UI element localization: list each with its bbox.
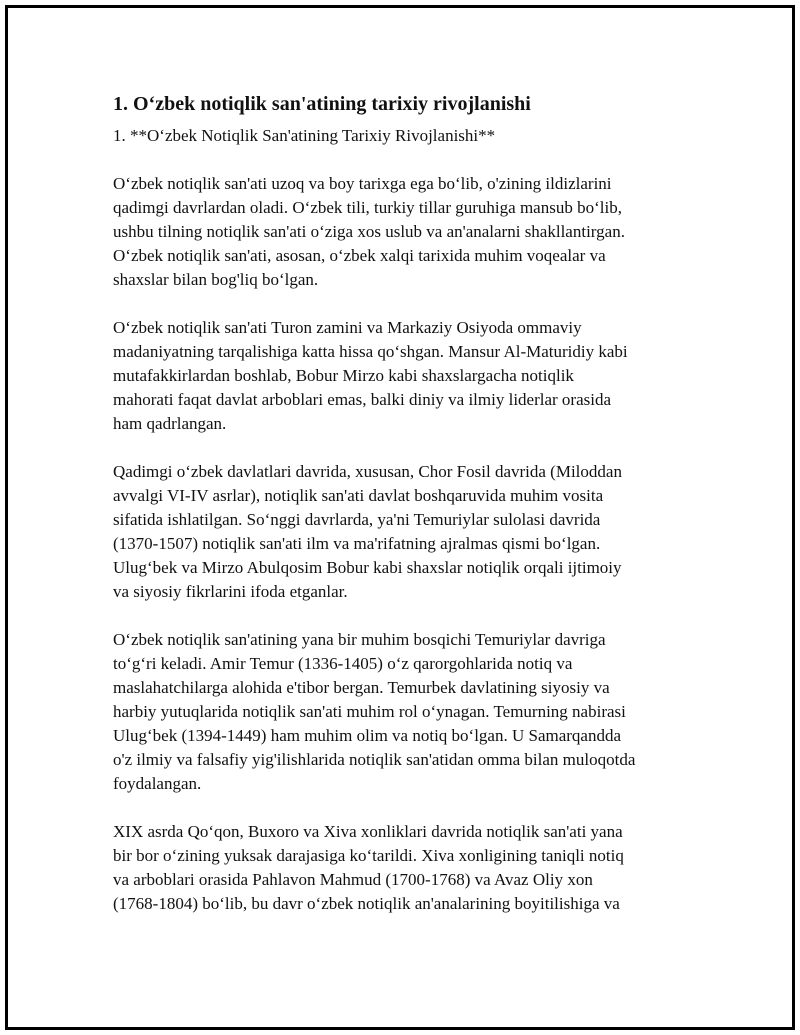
paragraph-3 [113,460,683,604]
paragraph-line: shaxslar bilan bog'liq bo‘lgan. [113,270,319,289]
paragraph-line: va arboblari orasida Pahlavon Mahmud (1700-1768) va Avaz Oliy xon [113,870,593,889]
paragraph-line: XIX asrda Qo‘qon, Buxoro va Xiva xonliklari davrida notiqlik san'ati yana [113,822,623,841]
paragraph-line: O‘zbek notiqlik san'ati uzoq va boy tarixga ega bo‘lib, o'zining ildizlarini [113,174,612,193]
paragraph-line: ham qadrlangan. [113,414,227,433]
paragraph-line: O‘zbek notiqlik san'ati, asosan, o‘zbek xalqi tarixida muhim voqealar va [113,246,606,265]
document-body [113,92,683,940]
paragraph-line: maslahatchilarga alohida e'tibor bergan. Temurbek davlatining siyosiy va [113,678,610,697]
paragraph-line: to‘g‘ri keladi. Amir Temur (1336-1405) o‘z qarorgohlarida notiq va [113,654,573,673]
paragraph-line: Qadimgi o‘zbek davlatlari davrida, xususan, Chor Fosil davrida (Miloddan [113,462,622,481]
paragraph-line: foydalangan. [113,774,202,793]
document-title: 1. O‘zbek notiqlik san'atining tarixiy rivojlanishi [113,93,531,115]
paragraph-line: O‘zbek notiqlik san'ati Turon zamini va Markaziy Osiyoda ommaviy [113,318,582,337]
paragraph-5 [113,820,683,916]
paragraph-4 [113,628,683,796]
paragraph-line: (1370-1507) notiqlik san'ati ilm va ma'rifatning ajralmas qismi bo‘lgan. [113,534,601,553]
paragraph-2 [113,316,683,436]
paragraph-line: madaniyatning tarqalishiga katta hissa qo‘shgan. Mansur Al-Maturidiy kabi [113,342,628,361]
paragraph-line: bir bor o‘zining yuksak darajasiga ko‘tarildi. Xiva xonligining taniqli notiq [113,846,624,865]
paragraph-line: harbiy yutuqlarida notiqlik san'ati muhim rol o‘ynagan. Temurning nabirasi [113,702,626,721]
paragraph-line: O‘zbek notiqlik san'atining yana bir muhim bosqichi Temuriylar davriga [113,630,606,649]
paragraph-line: va siyosiy fikrlarini ifoda etganlar. [113,582,348,601]
paragraph-line: Ulug‘bek va Mirzo Abulqosim Bobur kabi shaxslar notiqlik orqali ijtimoiy [113,558,622,577]
paragraph-1 [113,172,683,292]
paragraph-line: mutafakkirlardan boshlab, Bobur Mirzo kabi shaxslargacha notiqlik [113,366,574,385]
paragraph-line: o'z ilmiy va falsafiy yig'ilishlarida notiqlik san'atidan omma bilan muloqotda [113,750,636,769]
paragraph-line: (1768-1804) bo‘lib, bu davr o‘zbek notiqlik an'analarining boyitilishiga va [113,894,620,913]
paragraph-line: Ulug‘bek (1394-1449) ham muhim olim va notiq bo‘lgan. U Samarqandda [113,726,622,745]
paragraph-line: sifatida ishlatilgan. So‘nggi davrlarda, ya'ni Temuriylar sulolasi davrida [113,510,601,529]
paragraph-line: ushbu tilning notiqlik san'ati o‘ziga xos uslub va an'analarni shakllantirgan. [113,222,625,241]
paragraph-line: qadimgi davrlardan oladi. O‘zbek tili, turkiy tillar guruhiga mansub bo‘lib, [113,198,622,217]
paragraph-line: avvalgi VI-IV asrlar), notiqlik san'ati davlat boshqaruvida muhim vosita [113,486,604,505]
paragraph-line: mahorati faqat davlat arboblari emas, balki diniy va ilmiy liderlar orasida [113,390,612,409]
document-subtitle: 1. **O‘zbek Notiqlik San'atining Tarixiy Rivojlanishi** [113,126,496,145]
